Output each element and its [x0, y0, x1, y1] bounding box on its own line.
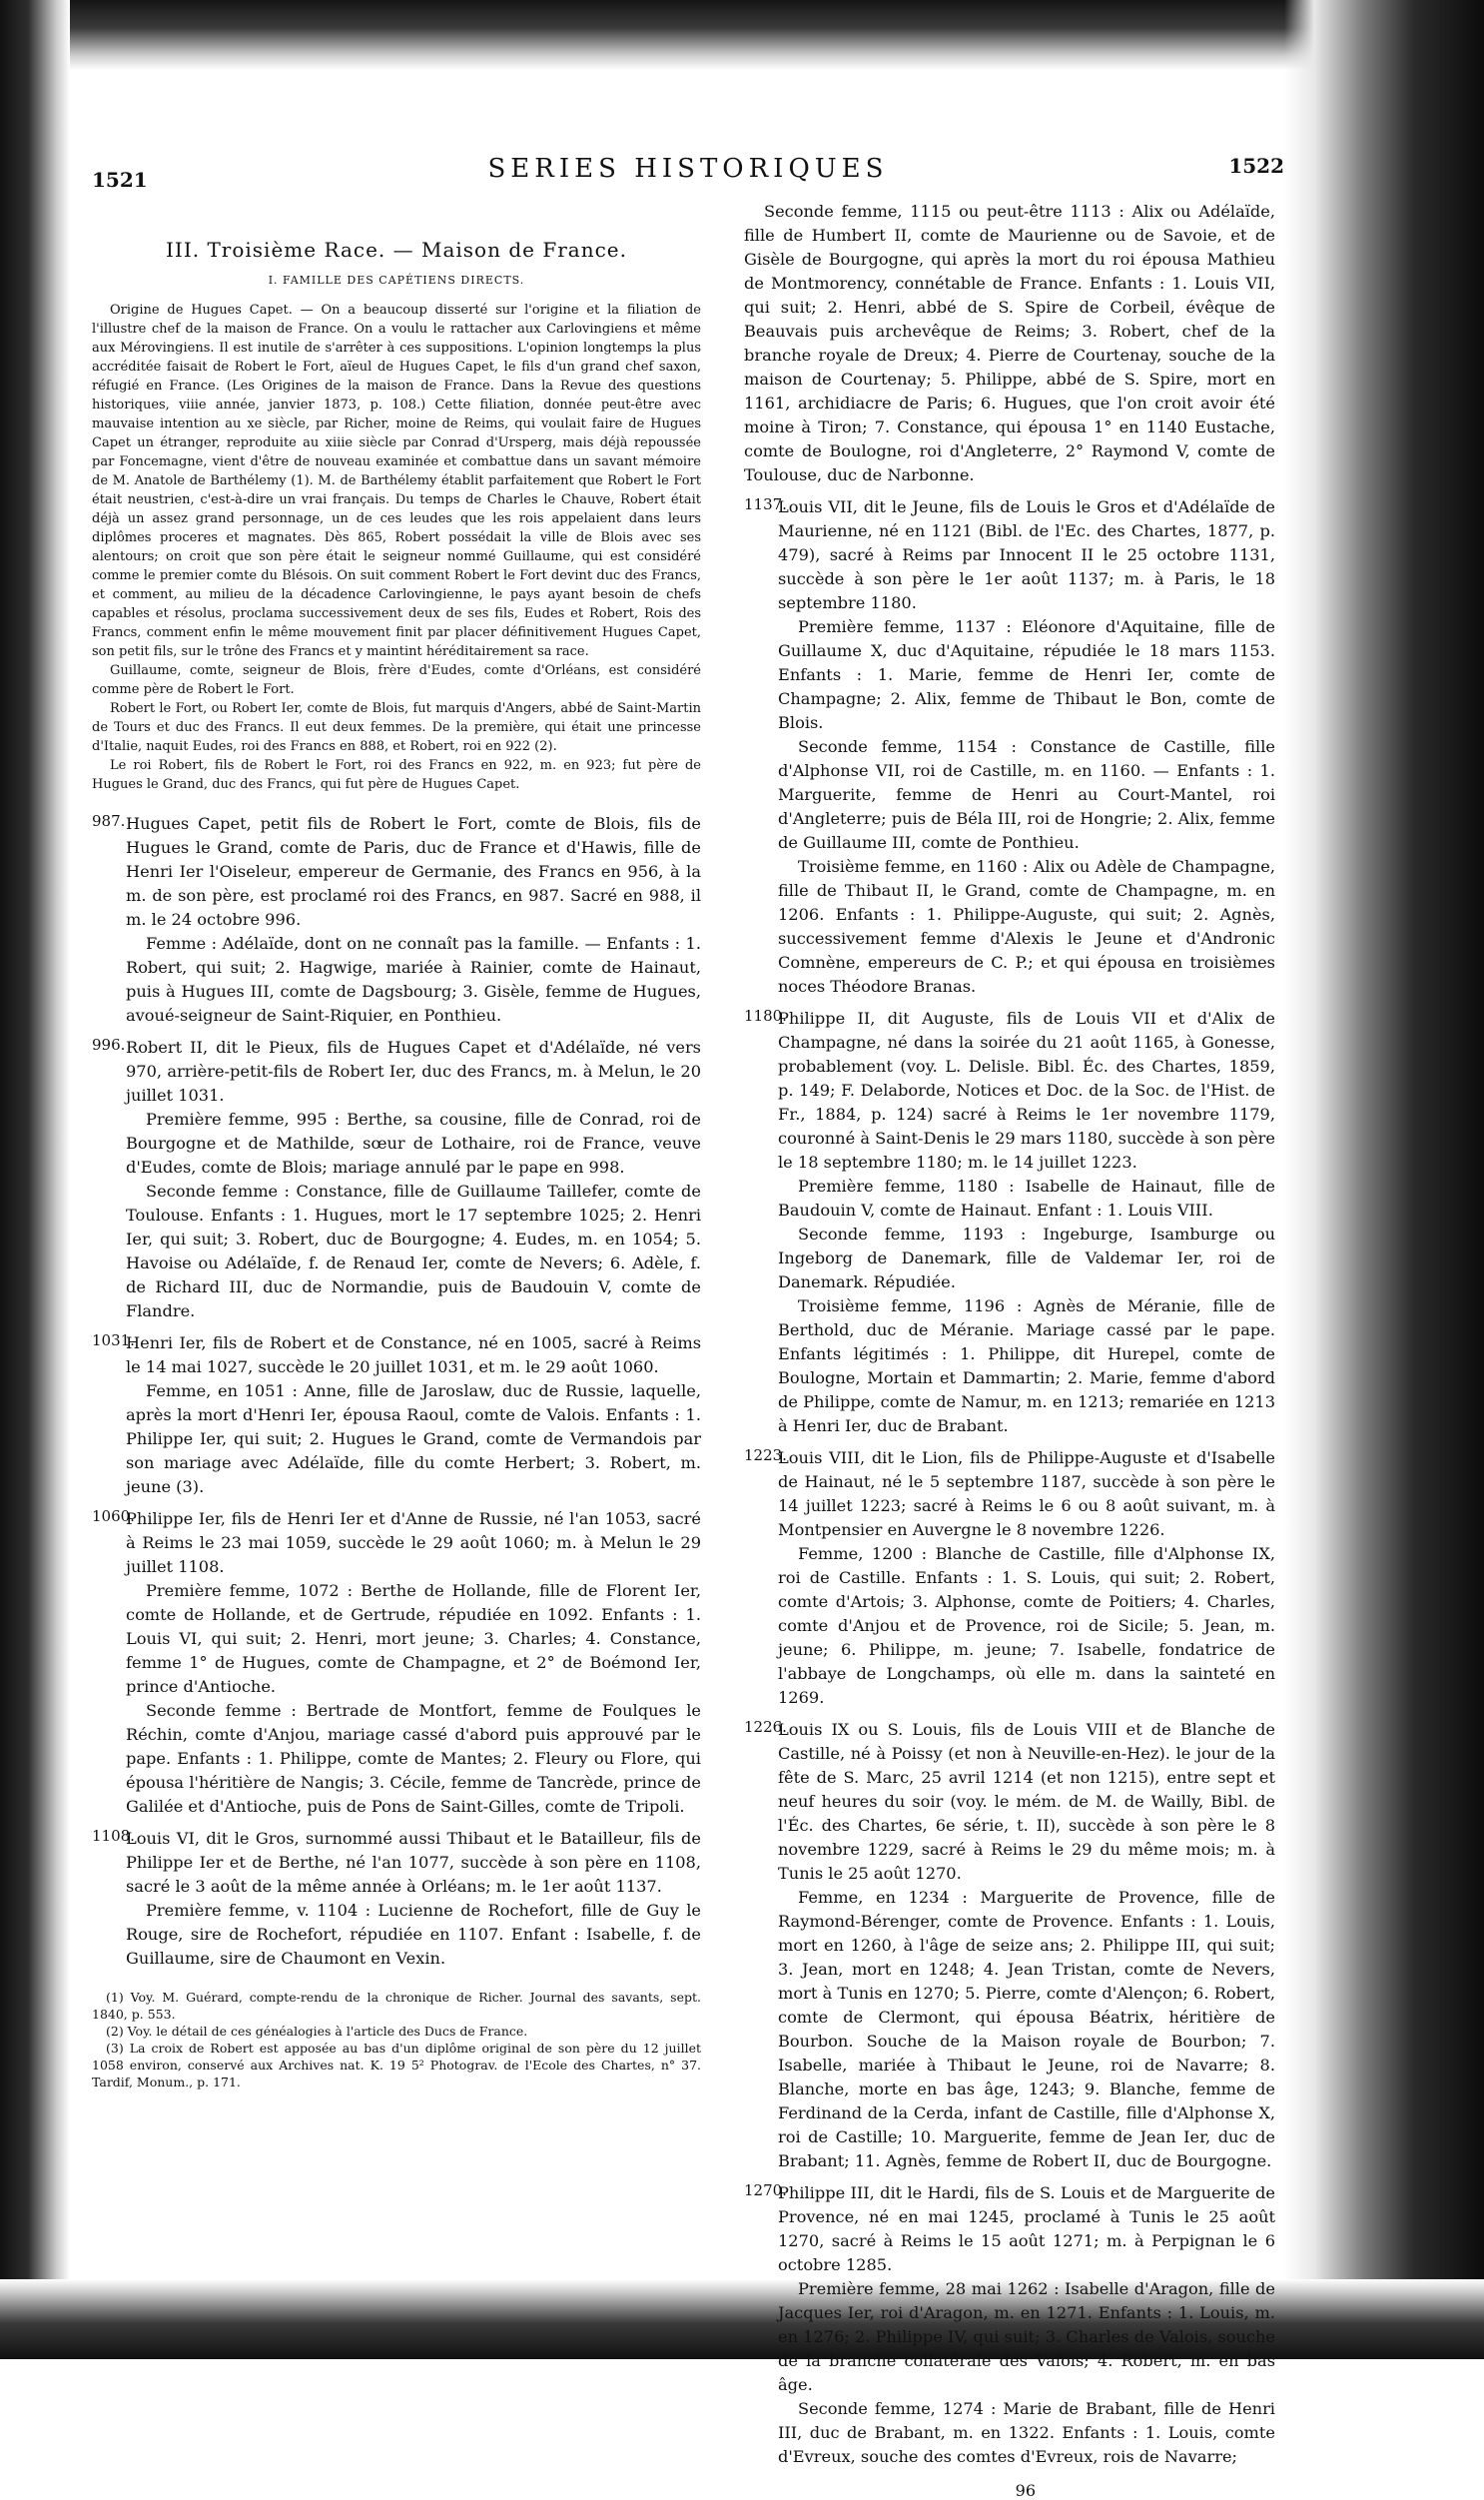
footnotes	[92, 1989, 701, 2090]
intro-paragraph: Guillaume, comte, seigneur de Blois, frère d'Eudes, comte d'Orléans, est considéré comme père de Robert le Fort.	[92, 663, 701, 697]
reign-text: Robert II, dit le Pieux, fils de Hugues Capet et d'Adélaïde, né vers 970, arrière-petit-fils de Robert Ier, duc des Francs, m. à Melun, le 20 juillet 1031.	[126, 1038, 701, 1105]
reign-family: Première femme, 1180 : Isabelle de Hainaut, fille de Baudouin V, comte de Hainaut. Enfant : 1. Louis VIII.	[778, 1177, 1275, 1220]
intro-notes	[92, 301, 701, 794]
reign-text: Philippe II, dit Auguste, fils de Louis VII et d'Alix de Champagne, né dans la soirée du 21 août 1165, à Gonesse, probablement (voy. L. Delisle. Bibl. Éc. des Chartes, 1859, p. 149; F. Delaborde, Notices et Doc. de la Soc. de l'Hist. de Fr., 1884, p. 124) sacré à Reims le 1er novembre 1179, couronné à Saint-Denis le 29 mars 1180, succède à son père le 18 septembre 1180; m. le 14 juillet 1223.	[778, 1009, 1275, 1172]
reign-year: 1060.	[92, 1507, 135, 1525]
reign-text: Philippe III, dit le Hardi, fils de S. Louis et de Marguerite de Provence, né en mai 1245, proclamé à Tunis le 25 août 1270, sacré à Reims le 15 août 1271; m. à Perpignan le 6 octobre 1285.	[778, 2183, 1275, 2274]
signature-mark: 96	[1015, 2481, 1036, 2500]
reign-entry	[92, 1507, 701, 1819]
reign-year: 1270.	[744, 2181, 787, 2199]
reign-year: 987.	[92, 812, 126, 830]
reign-family: Seconde femme, 1274 : Marie de Brabant, fille de Henri III, duc de Brabant, m. en 1322. Enfants : 1. Louis, comte d'Evreux, souche des comtes d'Evreux, rois de Navarre;	[778, 2399, 1275, 2466]
reign-text: Henri Ier, fils de Robert et de Constance, né en 1005, sacré à Reims le 14 mai 1027, succède le 20 juillet 1031, et m. le 29 août 1060.	[126, 1333, 701, 1376]
reign-family: Seconde femme, 1154 : Constance de Castille, fille d'Alphonse VII, roi de Castille, m. en 1160. — Enfants : 1. Marguerite, femme de Henri au Court-Mantel, roi d'Angleterre; puis de Béla III, roi de Hongrie; 2. Alix, femme de Guillaume III, comte de Ponthieu.	[778, 737, 1275, 852]
reign-year: 1031.	[92, 1331, 135, 1349]
scan-border-right	[1284, 0, 1484, 2359]
reign-entry	[744, 2181, 1275, 2469]
footnote: (1) Voy. M. Guérard, compte-rendu de la chronique de Richer. Journal des savants, sept. 1840, p. 553.	[92, 1990, 701, 2022]
running-header	[92, 150, 1284, 190]
intro-paragraph: Origine de Hugues Capet. — On a beaucoup disserté sur l'origine et la filiation de l'illustre chef de la maison de France. On a voulu le rattacher aux Carlovingiens et même aux Mérovingiens. Il est inutile de s'arrêter à ces suppositions. L'opinion longtemps la plus accréditée faisait de Robert le Fort, aïeul de Hugues Capet, le fils d'un grand chef saxon, réfugié en France. (Les Origines de la maison de France. Dans la Revue des questions historiques, viiie année, janvier 1873, p. 108.) Cette filiation, donnée peut-être avec mauvaise intention au xe siècle, par Richer, moine de Reims, qui voulait faire de Hugues Capet un étranger, reproduite au xiiie siècle par Conrad d'Ursperg, mais déjà repoussée par Foncemagne, vient d'être de nouveau examinée et combattue dans un savant mémoire de M. Anatole de Barthélemy (1). M. de Barthélemy établit parfaitement que Robert le Fort était neustrien, c'est-à-dire un vrai français. Du temps de Charles le Chauve, Robert était déjà un assez grand personnage, un de ces leudes que les rois appelaient dans leurs diplômes proceres et magnates. Dès 865, Robert possédait la ville de Blois avec ses alentours; on croit que son père était le seigneur nommé Guillaume, qui est considéré comme le premier comte du Blésois. On suit comment Robert le Fort devint duc des Francs, et comment, au milieu de la décadence Carlovingienne, le pays ayant besoin de chefs capables et résolus, proclama successivement deux de ses fils, Eudes et Robert, Rois des Francs, comment enfin le même mouvement finit par placer définitivement Hugues Capet, son petit fils, sur le trône des Francs et y maintint héréditairement sa race.	[92, 303, 701, 659]
reign-entry	[744, 1007, 1275, 1438]
footnote: (2) Voy. le détail de ces généalogies à l'article des Ducs de France.	[106, 2024, 528, 2039]
reign-text: Louis VIII, dit le Lion, fils de Philippe-Auguste et d'Isabelle de Hainaut, né le 5 septembre 1187, succède à son père le 14 juillet 1223; sacré à Reims le 6 ou 8 août suivant, m. à Montpensier en Auvergne le 8 novembre 1226.	[778, 1448, 1275, 1539]
reign-year: 1226.	[744, 1718, 787, 1736]
section-subtitle: I. FAMILLE DES CAPÉTIENS DIRECTS.	[268, 274, 525, 287]
reign-family: Première femme, 995 : Berthe, sa cousine, fille de Conrad, roi de Bourgogne et de Mathilde, sœur de Lothaire, roi de France, veuve d'Eudes, comte de Blois; mariage annulé par le pape en 998.	[126, 1110, 701, 1177]
reign-text: Hugues Capet, petit fils de Robert le Fort, comte de Blois, fils de Hugues le Grand, comte de Paris, duc de France et d'Hawis, fille de Henri Ier l'Oiseleur, empereur de Germanie, des Francs en 956, à la m. de son père, est proclamé roi des Francs, en 987. Sacré en 988, il m. le 24 octobre 996.	[126, 814, 701, 929]
reign-family: Femme, en 1234 : Marguerite de Provence, fille de Raymond-Bérenger, comte de Provence. Enfants : 1. Louis, mort en 1260, à l'âge de seize ans; 2. Philippe III, qui suit; 3. Jean, mort en 1248; 4. Jean Tristan, comte de Nevers, mort à Tunis en 1270; 5. Pierre, comte d'Alençon; 6. Robert, comte de Clermont, qui épousa Béatrix, héritière de Bourbon. Souche de la Maison royale de Bourbon; 7. Isabelle, mariée à Thibaut le Jeune, roi de Navarre; 8. Blanche, morte en bas âge, 1243; 9. Blanche, femme de Ferdinand de la Cerda, infant de Castille, fille d'Alphonse X, roi de Castille; 10. Marguerite, femme de Jean Ier, duc de Brabant; 11. Agnès, femme de Robert II, duc de Bourgogne.	[778, 1888, 1275, 2170]
reign-text: Philippe Ier, fils de Henri Ier et d'Anne de Russie, né l'an 1053, sacré à Reims le 23 mai 1059, succède le 29 août 1060; m. à Melun le 29 juillet 1108.	[126, 1509, 701, 1576]
reign-text: Louis VII, dit le Jeune, fils de Louis le Gros et d'Adélaïde de Maurienne, né en 1121 (Bibl. de l'Ec. des Chartes, 1877, p. 479), sacré à Reims par Innocent II le 25 octobre 1131, succède à son père le 1er août 1137; m. à Paris, le 18 septembre 1180.	[778, 497, 1275, 612]
intro-paragraph: Le roi Robert, fils de Robert le Fort, roi des Francs en 922, m. en 923; fut père de Hugues le Grand, duc des Francs, qui fut père de Hugues Capet.	[92, 758, 701, 792]
reign-family: Femme, en 1051 : Anne, fille de Jaroslaw, duc de Russie, laquelle, après la mort d'Henri Ier, épousa Raoul, comte de Valois. Enfants : 1. Philippe Ier, qui suit; 2. Hugues le Grand, comte de Vermandois par son mariage avec Adélaïde, fille du comte Herbert; 3. Robert, m. jeune (3).	[126, 1381, 701, 1496]
reign-family: Première femme, 1072 : Berthe de Hollande, fille de Florent Ier, comte de Hollande, et de Gertrude, répudiée en 1092. Enfants : 1. Louis VI, qui suit; 2. Henri, mort jeune; 3. Charles; 4. Constance, femme 1° de Hugues, comte de Champagne, et 2° de Boémond Ier, prince d'Antioche.	[126, 1581, 701, 1696]
left-column	[92, 200, 701, 2090]
reign-year: 1223.	[744, 1446, 787, 1464]
reign-year: 996.	[92, 1036, 126, 1054]
reign-family: Première femme, v. 1104 : Lucienne de Rochefort, fille de Guy le Rouge, sire de Rochefort, répudiée en 1107. Enfant : Isabelle, f. de Guillaume, sire de Chaumont en Vexin.	[126, 1901, 701, 1968]
reign-entry	[744, 1446, 1275, 1710]
reign-text: Louis IX ou S. Louis, fils de Louis VIII et de Blanche de Castille, né à Poissy (et non à Neuville-en-Hez). le jour de la fête de S. Marc, 25 avril 1214 (et non 1215), entre sept et neuf heures du soir (voy. le mém. de M. de Wailly, Bibl. de l'Éc. des Chartes, 6e série, t. II), succède à son père le 8 novembre 1229, sacré à Reims le 29 du même mois; m. à Tunis le 25 août 1270.	[778, 1720, 1275, 1883]
reign-year: 1108.	[92, 1827, 135, 1845]
intro-paragraph: Robert le Fort, ou Robert Ier, comte de Blois, fut marquis d'Angers, abbé de Saint-Martin de Tours et duc des Francs. Il eut deux femmes. De la première, qui était une princesse d'Italie, naquit Eudes, roi des Francs en 888, et Robert, roi en 922 (2).	[92, 701, 701, 754]
reign-entry	[92, 1036, 701, 1323]
running-title: SERIES HISTORIQUES	[487, 154, 889, 184]
reign-year: 1137.	[744, 495, 787, 513]
section-title: III. Troisième Race. — Maison de France.	[166, 238, 627, 262]
reign-family: Seconde femme, 1193 : Ingeburge, Isamburge ou Ingeborg de Danemark, fille de Valdemar Ier, roi de Danemark. Répudiée.	[778, 1225, 1275, 1291]
scan-border-top	[0, 0, 1484, 70]
right-column	[744, 200, 1275, 2500]
reign-entry	[92, 1827, 701, 1971]
reign-entry	[744, 1718, 1275, 2173]
reign-family: Première femme, 28 mai 1262 : Isabelle d'Aragon, fille de Jacques Ier, roi d'Aragon, m. en 1271. Enfants : 1. Louis, m. en 1276; 2. Philippe IV, qui suit; 3. Charles de Valois, souche de la branche collatérale des Valois; 4. Robert, m. en bas âge.	[778, 2279, 1275, 2394]
reign-family: Seconde femme : Constance, fille de Guillaume Taillefer, comte de Toulouse. Enfants : 1. Hugues, mort le 17 septembre 1025; 2. Henri Ier, qui suit; 3. Robert, duc de Bourgogne; 4. Eudes, m. en 1054; 5. Havoise ou Adélaïde, f. de Renaud Ier, comte de Nevers; 6. Adèle, f. de Richard III, duc de Normandie, puis de Baudouin V, comte de Flandre.	[126, 1182, 701, 1320]
reign-family: Première femme, 1137 : Eléonore d'Aquitaine, fille de Guillaume X, duc d'Aquitaine, répudiée le 18 mars 1153. Enfants : 1. Marie, femme de Henri Ier, comte de Champagne; 2. Alix, femme de Thibaut le Bon, comte de Blois.	[778, 617, 1275, 732]
reign-text: Louis VI, dit le Gros, surnommé aussi Thibaut et le Batailleur, fils de Philippe Ier et de Berthe, né l'an 1077, succède à son père en 1108, sacré le 3 août de la même année à Orléans; m. le 1er août 1137.	[126, 1829, 701, 1896]
reign-family: Troisième femme, 1196 : Agnès de Méranie, fille de Berthold, duc de Méranie. Mariage cassé par le pape. Enfants légitimés : 1. Philippe, dit Hurepel, comte de Boulogne, Mortain et Dammartin; 2. Marie, femme d'abord de Philippe, comte de Namur, m. en 1213; remariée en 1213 à Henri Ier, duc de Brabant.	[778, 1296, 1275, 1435]
scan-border-left	[0, 0, 70, 2359]
reign-family: Femme, 1200 : Blanche de Castille, fille d'Alphonse IX, roi de Castille. Enfants : 1. S. Louis, qui suit; 2. Robert, comte d'Artois; 3. Alphonse, comte de Poitiers; 4. Charles, comte d'Anjou et de Provence, roi de Sicile; 5. Jean, m. jeune; 6. Philippe, m. jeune; 7. Isabelle, fondatrice de l'abbaye de Longchamps, où elle m. dans la sainteté en 1269.	[778, 1544, 1275, 1707]
continued-paragraph: Seconde femme, 1115 ou peut-être 1113 : Alix ou Adélaïde, fille de Humbert II, comte de Maurienne ou de Savoie, et de Gisèle de Bourgogne, qui après la mort du roi épousa Mathieu de Montmorency, connétable de France. Enfants : 1. Louis VII, qui suit; 2. Henri, abbé de S. Spire de Corbeil, évêque de Beauvais puis archevêque de Reims; 3. Robert, chef de la branche royale de Dreux; 4. Pierre de Courtenay, souche de la maison de Courtenay; 5. Philippe, abbé de S. Spire, mort en 1161, archidiacre de Paris; 6. Hugues, que l'on croit avoir été moine à Tiron; 7. Constance, qui épousa 1° en 1140 Eustache, comte de Boulogne, roi d'Angleterre, 2° Raymond V, comte de Toulouse, duc de Narbonne.	[744, 202, 1275, 484]
reign-year: 1180.	[744, 1007, 787, 1025]
footnote: (3) La croix de Robert est apposée au bas d'un diplôme original de son père du 12 juillet 1058 environ, conservé aux Archives nat. K. 19 5² Photograv. de l'Ecole des Chartes, n° 37. Tardif, Monum., p. 171.	[92, 2041, 701, 2089]
reign-entry	[92, 1331, 701, 1499]
reign-family: Femme : Adélaïde, dont on ne connaît pas la famille. — Enfants : 1. Robert, qui suit; 2. Hagwige, mariée à Rainier, comte de Hainaut, puis à Hugues III, comte de Dagsbourg; 3. Gisèle, femme de Hugues, avoué-seigneur de Saint-Riquier, en Ponthieu.	[126, 934, 701, 1025]
reign-family: Seconde femme : Bertrade de Montfort, femme de Foulques le Réchin, comte d'Anjou, mariage cassé d'abord puis approuvé par le pape. Enfants : 1. Philippe, comte de Mantes; 2. Fleury ou Flore, qui épousa l'héritière de Nangis; 3. Cécile, femme de Tancrède, prince de Galilée et d'Antioche, puis de Pons de Saint-Gilles, comte de Tripoli.	[126, 1701, 701, 1816]
reign-entry	[744, 495, 1275, 999]
reign-family: Troisième femme, en 1160 : Alix ou Adèle de Champagne, fille de Thibaut II, le Grand, comte de Champagne, m. en 1206. Enfants : 1. Philippe-Auguste, qui suit; 2. Agnès, successivement femme d'Alexis le Jeune et d'Andronic Comnène, empereurs de C. P.; et qui épousa en troisièmes noces Théodore Branas.	[778, 857, 1275, 996]
page-number-right: 1522	[1228, 154, 1284, 178]
reign-entry	[92, 812, 701, 1028]
page-number-left: 1521	[92, 168, 148, 192]
